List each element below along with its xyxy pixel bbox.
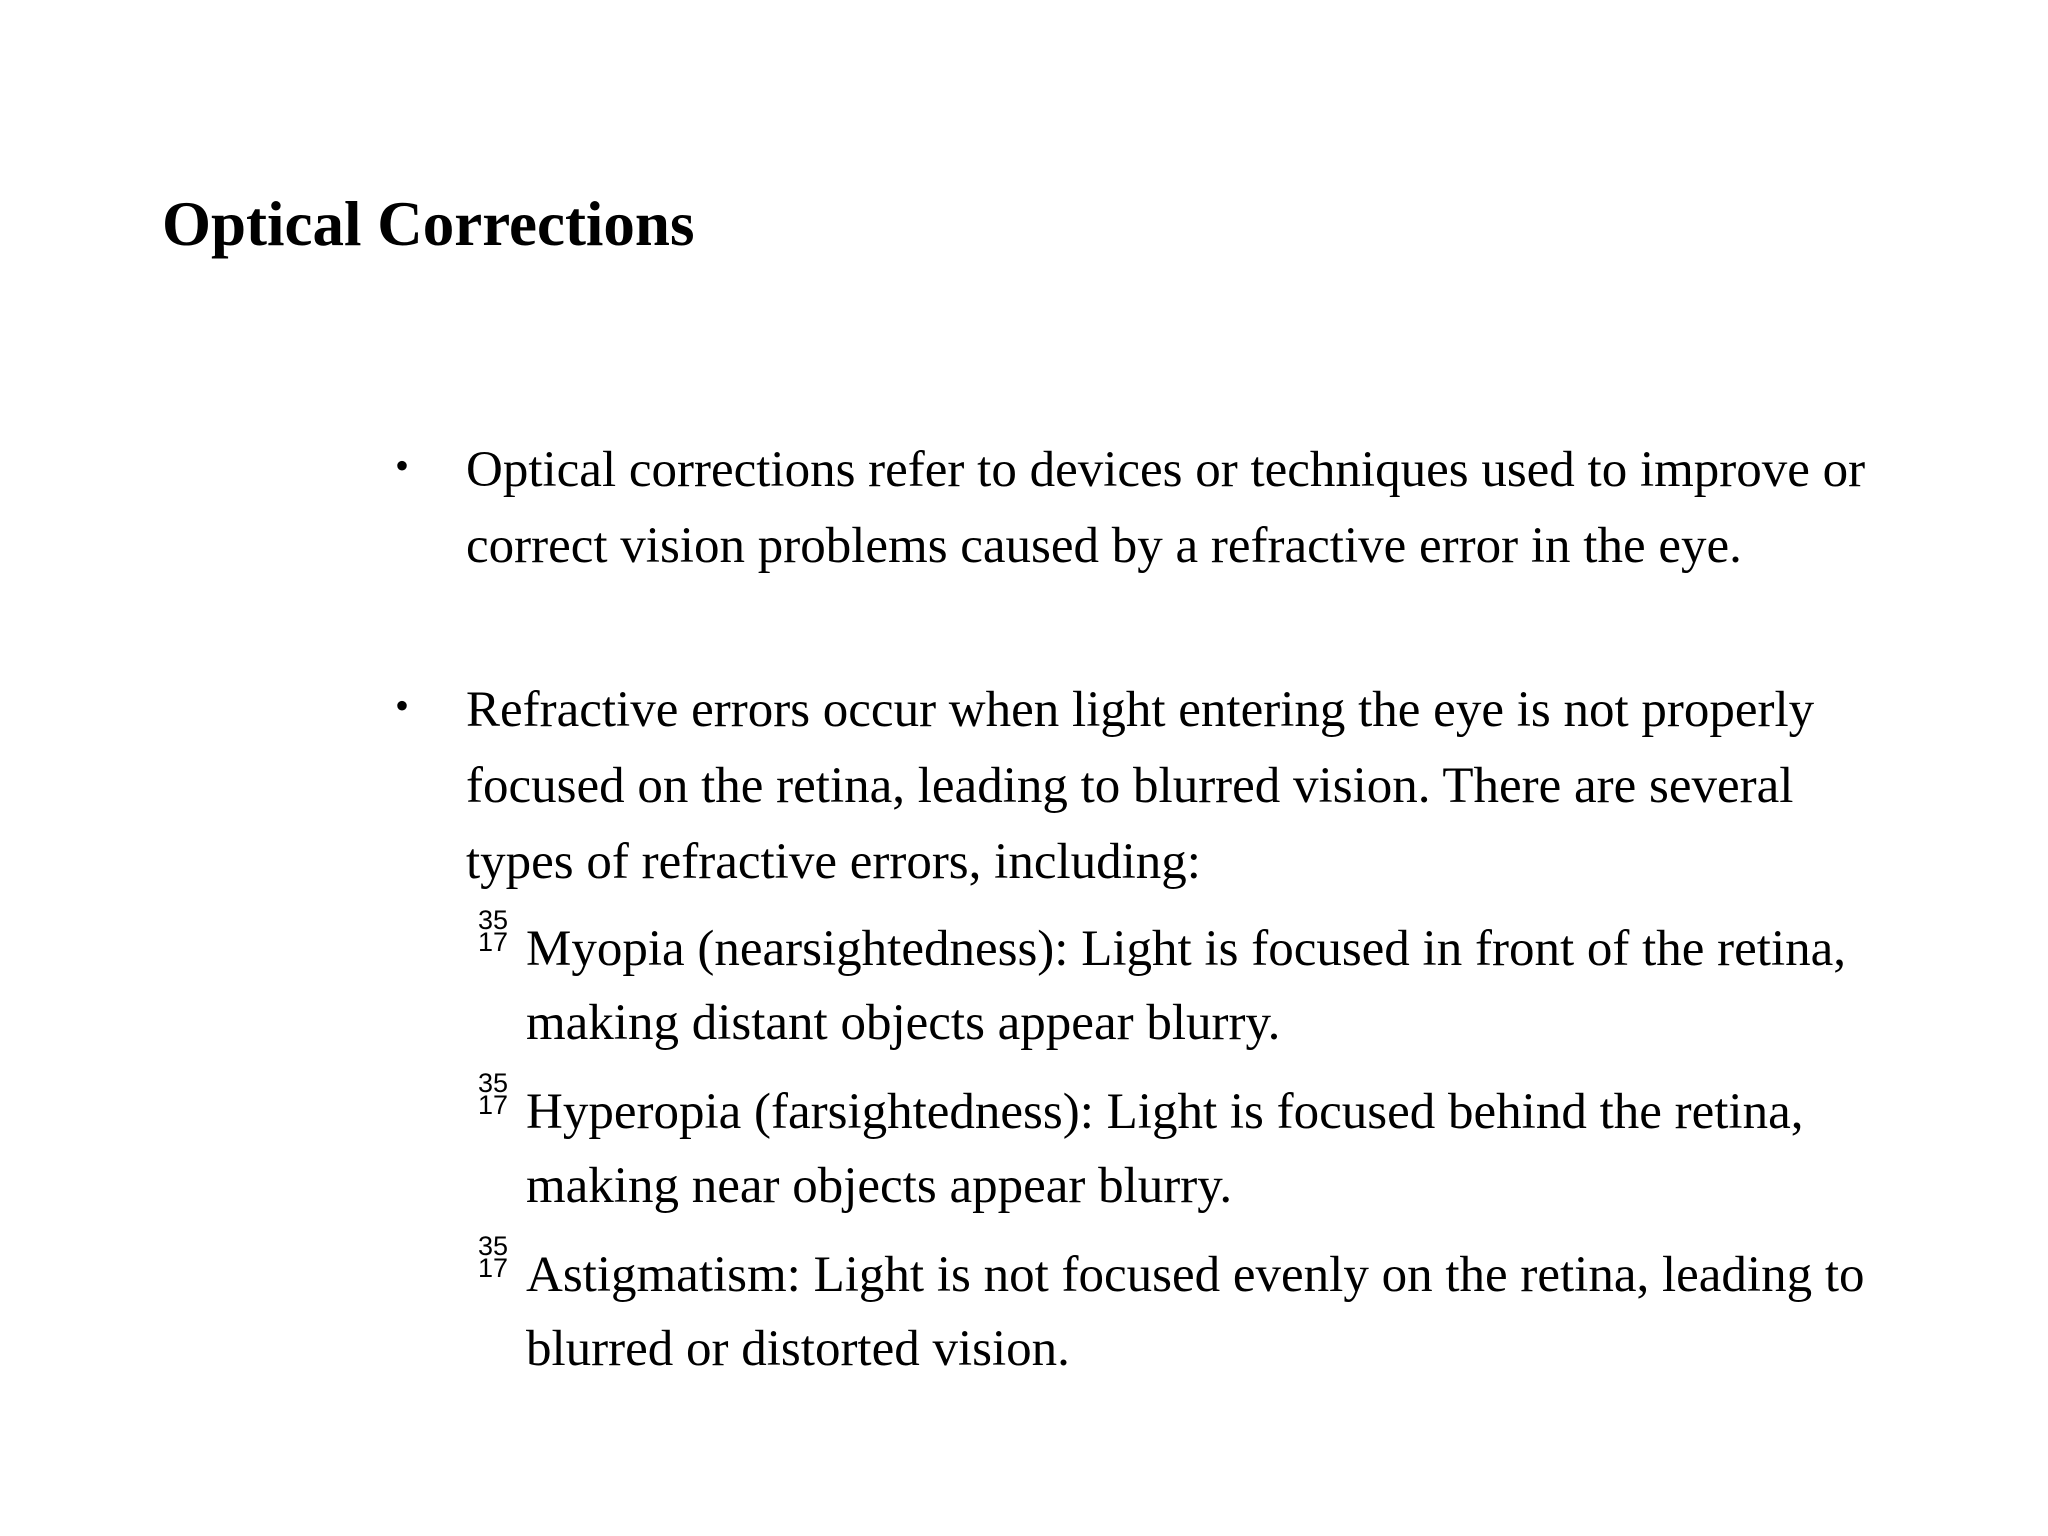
sub-bullet-marker — [478, 1231, 518, 1283]
sub-bullet-item: Myopia (nearsightedness): Light is focused in front of the retina, making distant objects appear blurry. — [526, 921, 1846, 1051]
sub-bullet-marker-top: 35 — [478, 1068, 509, 1098]
bullet-item: Optical corrections refer to devices or techniques used to improve or correct vision problems caused by a refractive error in the eye. — [466, 442, 1866, 574]
bullet-dot-icon: • — [395, 443, 410, 488]
bullet-item: Refractive errors occur when light entering the eye is not properly focused on the retina, leading to blurred vision. There are several types of refractive errors, including: — [466, 682, 1815, 890]
slide-title: Optical Corrections — [162, 189, 695, 259]
sub-bullet-marker — [478, 905, 518, 957]
sub-bullet-item: Astigmatism: Light is not focused evenly on the retina, leading to blurred or distorted vision. — [526, 1247, 1865, 1377]
sub-bullet-marker-bottom: 17 — [478, 1253, 509, 1283]
sub-bullet-marker-bottom: 17 — [478, 927, 509, 957]
sub-bullet-marker — [478, 1068, 518, 1120]
bullet-dot-icon: • — [395, 683, 410, 728]
sub-bullet-marker-top: 35 — [478, 905, 509, 935]
sub-bullet-marker-top: 35 — [478, 1231, 509, 1261]
sub-bullet-item: Hyperopia (farsightedness): Light is focused behind the retina, making near objects appear blurry. — [526, 1084, 1804, 1214]
sub-bullet-marker-bottom: 17 — [478, 1090, 509, 1120]
